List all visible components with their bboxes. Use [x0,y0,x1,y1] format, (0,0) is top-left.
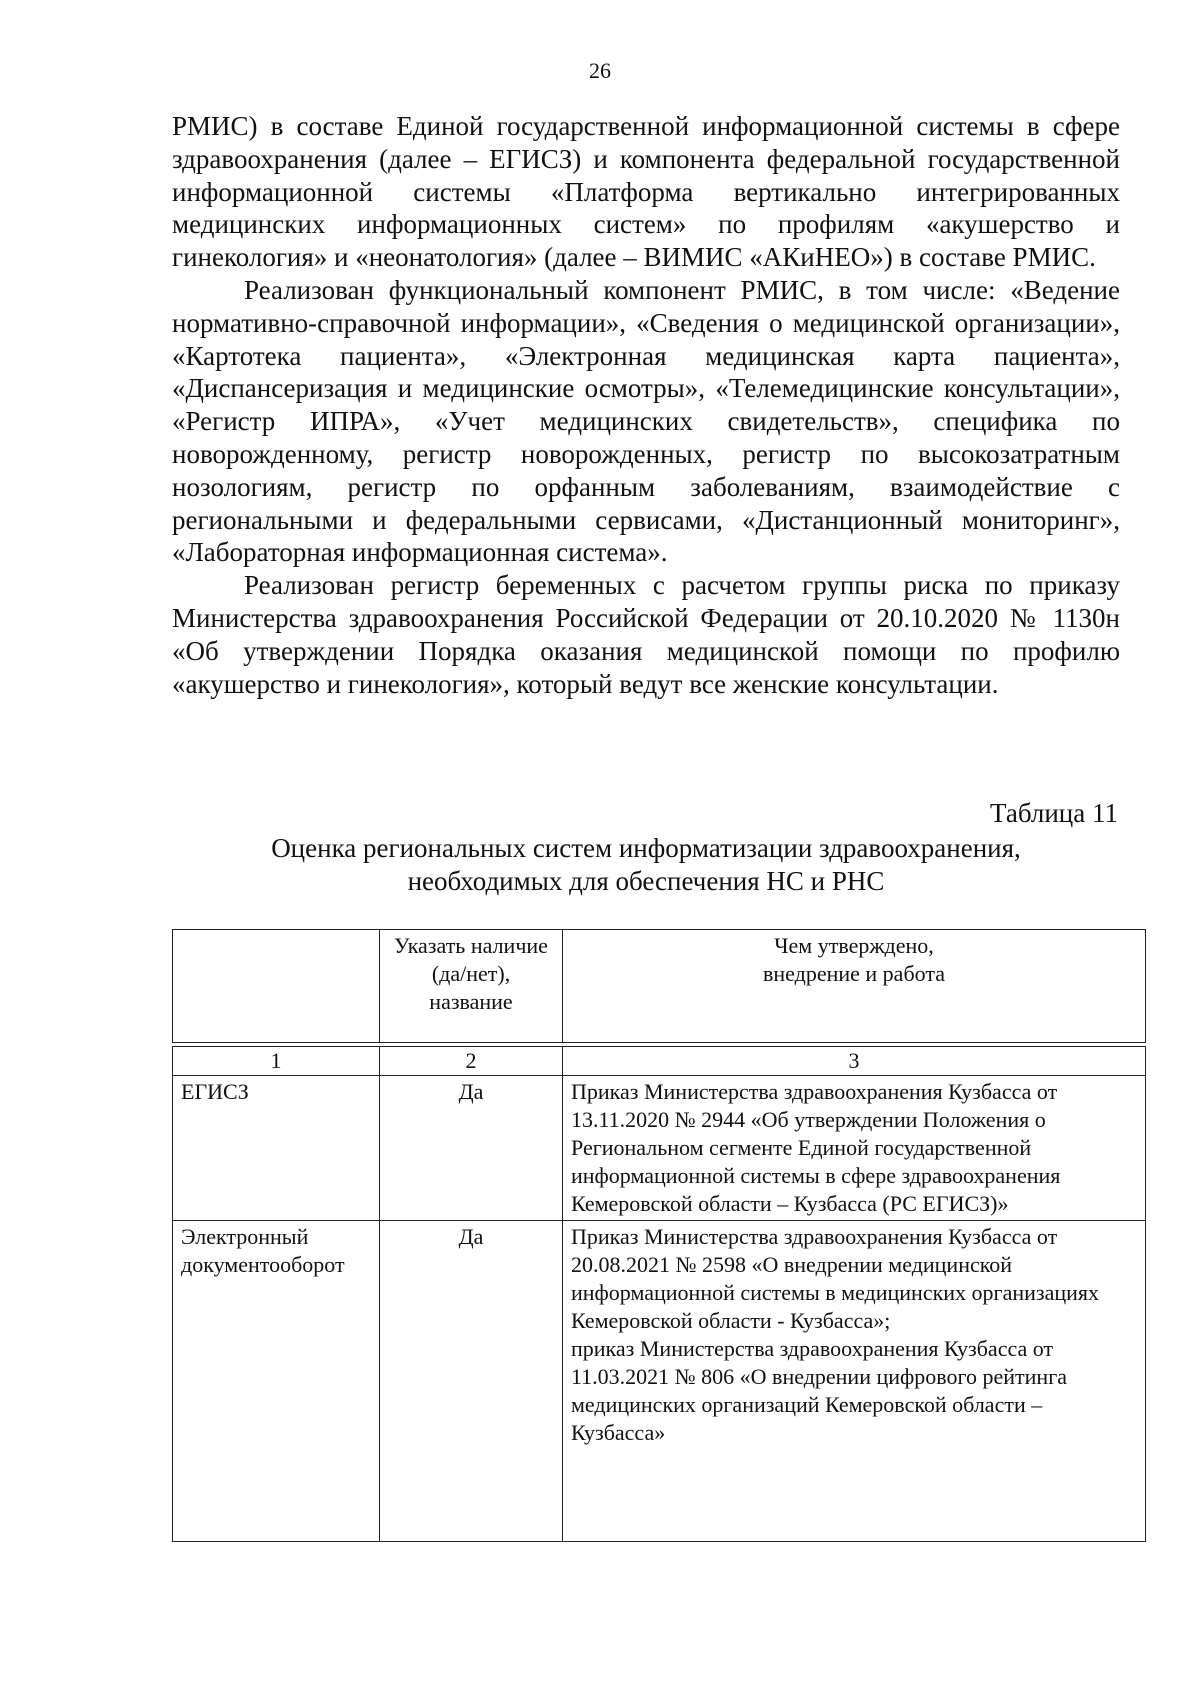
cell-system: ЕГИСЗ [173,1076,380,1221]
column-number-row [173,1047,1146,1076]
table-header-row [173,930,1146,1043]
header-cell-availability: Указать наличие (да/нет), название [380,930,563,1043]
header-cell-system [173,930,380,1043]
column-number-2: 2 [380,1047,563,1076]
table-number: Таблица 11 [990,798,1118,828]
table-title [172,832,1120,898]
cell-basis [563,1076,1146,1221]
table-body [172,1046,1146,1542]
paragraph-continuation: РМИС) в составе Единой государственной информационной системы в сфере здравоохранения (далее – ЕГИСЗ) и компонента федеральной государственной информационной системы «Платформа вертикально интегрированных медицинских информационных систем» по профилям «акушерство и гинекология» и «неонатология» (далее – ВИМИС «АКиНЕО») в составе РМИС. [172,111,1120,273]
cell-availability: Да [380,1076,563,1221]
table-row [173,1076,1146,1221]
table-header [172,929,1146,1043]
header-cell-basis [563,930,1146,1043]
paragraph-functional-components: Реализован функциональный компонент РМИС, в том числе: «Ведение нормативно-справочной информации», «Сведения о медицинской организации», «Картотека пациента», «Электронная медицинская карта пациента», «Диспансеризация и медицинские осмотры», «Телемедицинские консультации», «Регистр ИПРА», «Учет медицинских свидетельств», специфика по новорожденному, регистр новорожденных, регистр по высокозатратным нозологиям, регистр по орфанным заболеваниям, взаимодействие с региональными и федеральными сервисами, «Дистанционный мониторинг», «Лабораторная информационная система». [172,274,1120,568]
header-cell-basis-text: Чем утверждено, внедрение и работа [763,933,945,986]
table-title-line-2: необходимых для обеспечения НС и РНС [407,865,885,896]
cell-basis-text: приказ Министерства здравоохранения Кузбасса от 11.03.2021 № 806 «О внедрении цифрового рейтинга медицинских организаций Кемеровской области – Кузбасса» [571,1336,1067,1445]
body-text [172,110,1120,700]
column-number-1: 1 [173,1047,380,1076]
table-row [173,1221,1146,1542]
cell-basis-text: Приказ Министерства здравоохранения Кузбасса от 20.08.2021 № 2598 «О внедрении медицинской информационной системы в медицинских организациях Кемеровской области - Кузбасса»; [571,1224,1100,1333]
cell-basis [563,1221,1146,1542]
cell-availability: Да [380,1221,563,1542]
paragraph-pregnancy-register: Реализован регистр беременных с расчетом группы риска по приказу Министерства здравоохранения Российской Федерации от 20.10.2020 № 1130н «Об утверждении Порядка оказания медицинской помощи по профилю «акушерство и гинекология», который ведут все женские консультации. [172,570,1120,699]
column-number-3: 3 [563,1047,1146,1076]
cell-basis-text: Приказ Министерства здравоохранения Кузбасса от 13.11.2020 № 2944 «Об утверждении Положения о Региональном сегменте Единой государственной информационной системы в сфере здравоохранения Кемеровской области – Кузбасса (РС ЕГИСЗ)» [571,1079,1061,1216]
table-title-line-1: Оценка региональных систем информатизации здравоохранения, [271,833,1021,863]
cell-system: Электронный документооборот [173,1221,380,1542]
page-number: 26 [589,58,611,83]
